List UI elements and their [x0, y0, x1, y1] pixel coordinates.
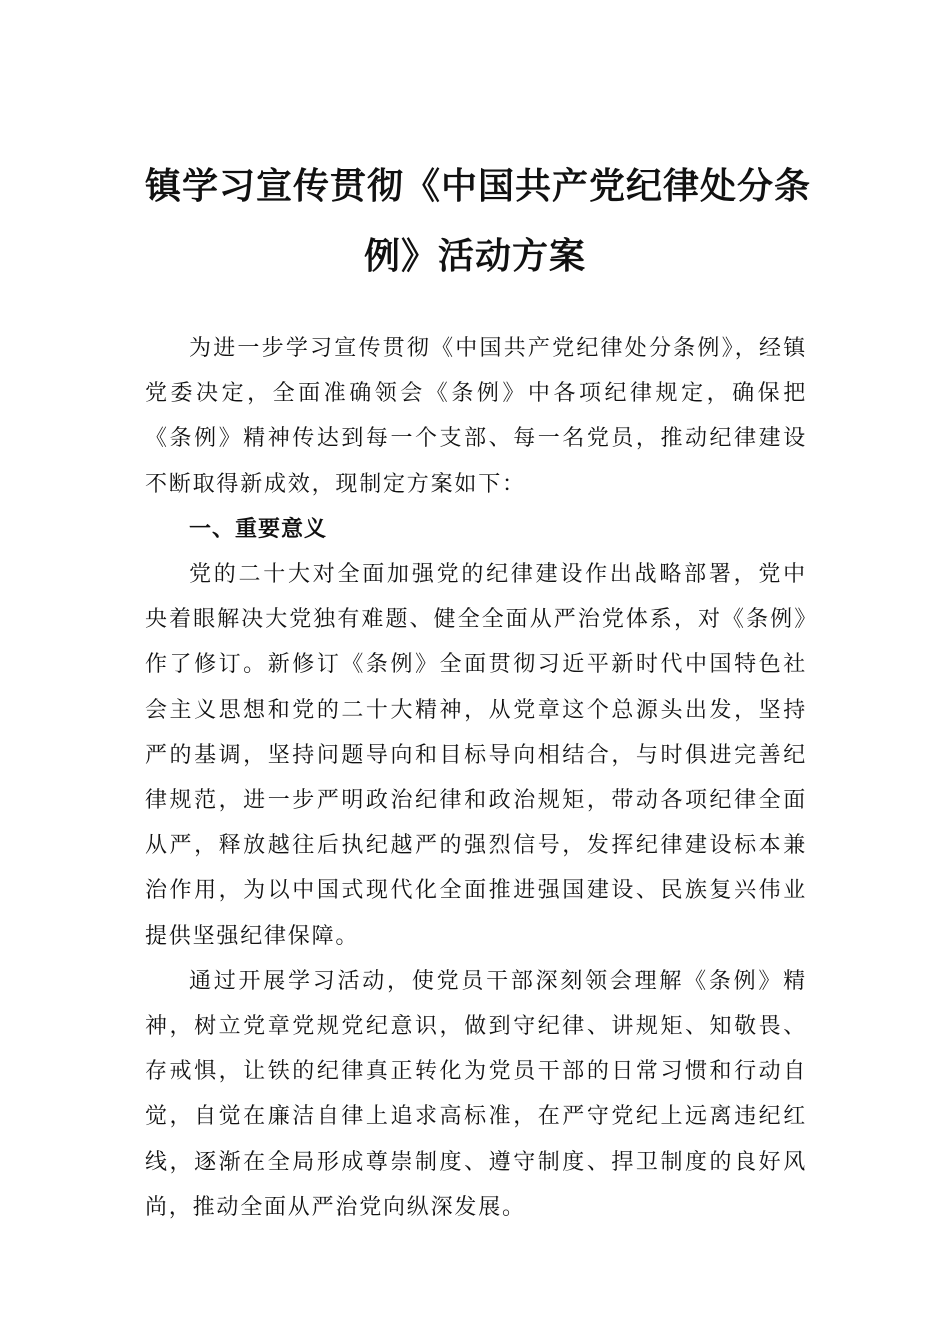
intro-paragraph: 为进一步学习宣传贯彻《中国共产党纪律处分条例》，经镇党委决定，全面准确领会《条例》中各项纪律规定，确保把《条例》精神传达到每一个支部、每一名党员，推动纪律建设不断取得新成效，现制定方案如下：: [145, 336, 807, 497]
section-1-heading: 一、重要意义: [189, 516, 328, 542]
document-body: [145, 326, 807, 1230]
section-1-paragraph-1: 党的二十大对全面加强党的纪律建设作出战略部署，党中央着眼解决大党独有难题、健全全面从严治党体系，对《条例》作了修订。新修订《条例》全面贯彻习近平新时代中国特色社会主义思想和党的二十大精神，从党章这个总源头出发，坚持严的基调，坚持问题导向和目标导向相结合，与时俱进完善纪律规范，进一步严明政治纪律和政治规矩，带动各项纪律全面从严，释放越往后执纪越严的强烈信号，发挥纪律建设标本兼治作用，为以中国式现代化全面推进强国建设、民族复兴伟业提供坚强纪律保障。: [145, 562, 807, 949]
document-title-line-1: 镇学习宣传贯彻《中国共产党纪律处分条: [145, 165, 812, 207]
document-title-line-2: 例》活动方案: [363, 235, 586, 277]
section-1-paragraph-2: 通过开展学习活动，使党员干部深刻领会理解《条例》精神，树立党章党规党纪意识，做到守纪律、讲规矩、知敬畏、存戒惧，让铁的纪律真正转化为党员干部的日常习惯和行动自觉，自觉在廉洁自律上追求高标准，在严守党纪上远离违纪红线，逐渐在全局形成尊崇制度、遵守制度、捍卫制度的良好风尚，推动全面从严治党向纵深发展。: [145, 968, 807, 1220]
